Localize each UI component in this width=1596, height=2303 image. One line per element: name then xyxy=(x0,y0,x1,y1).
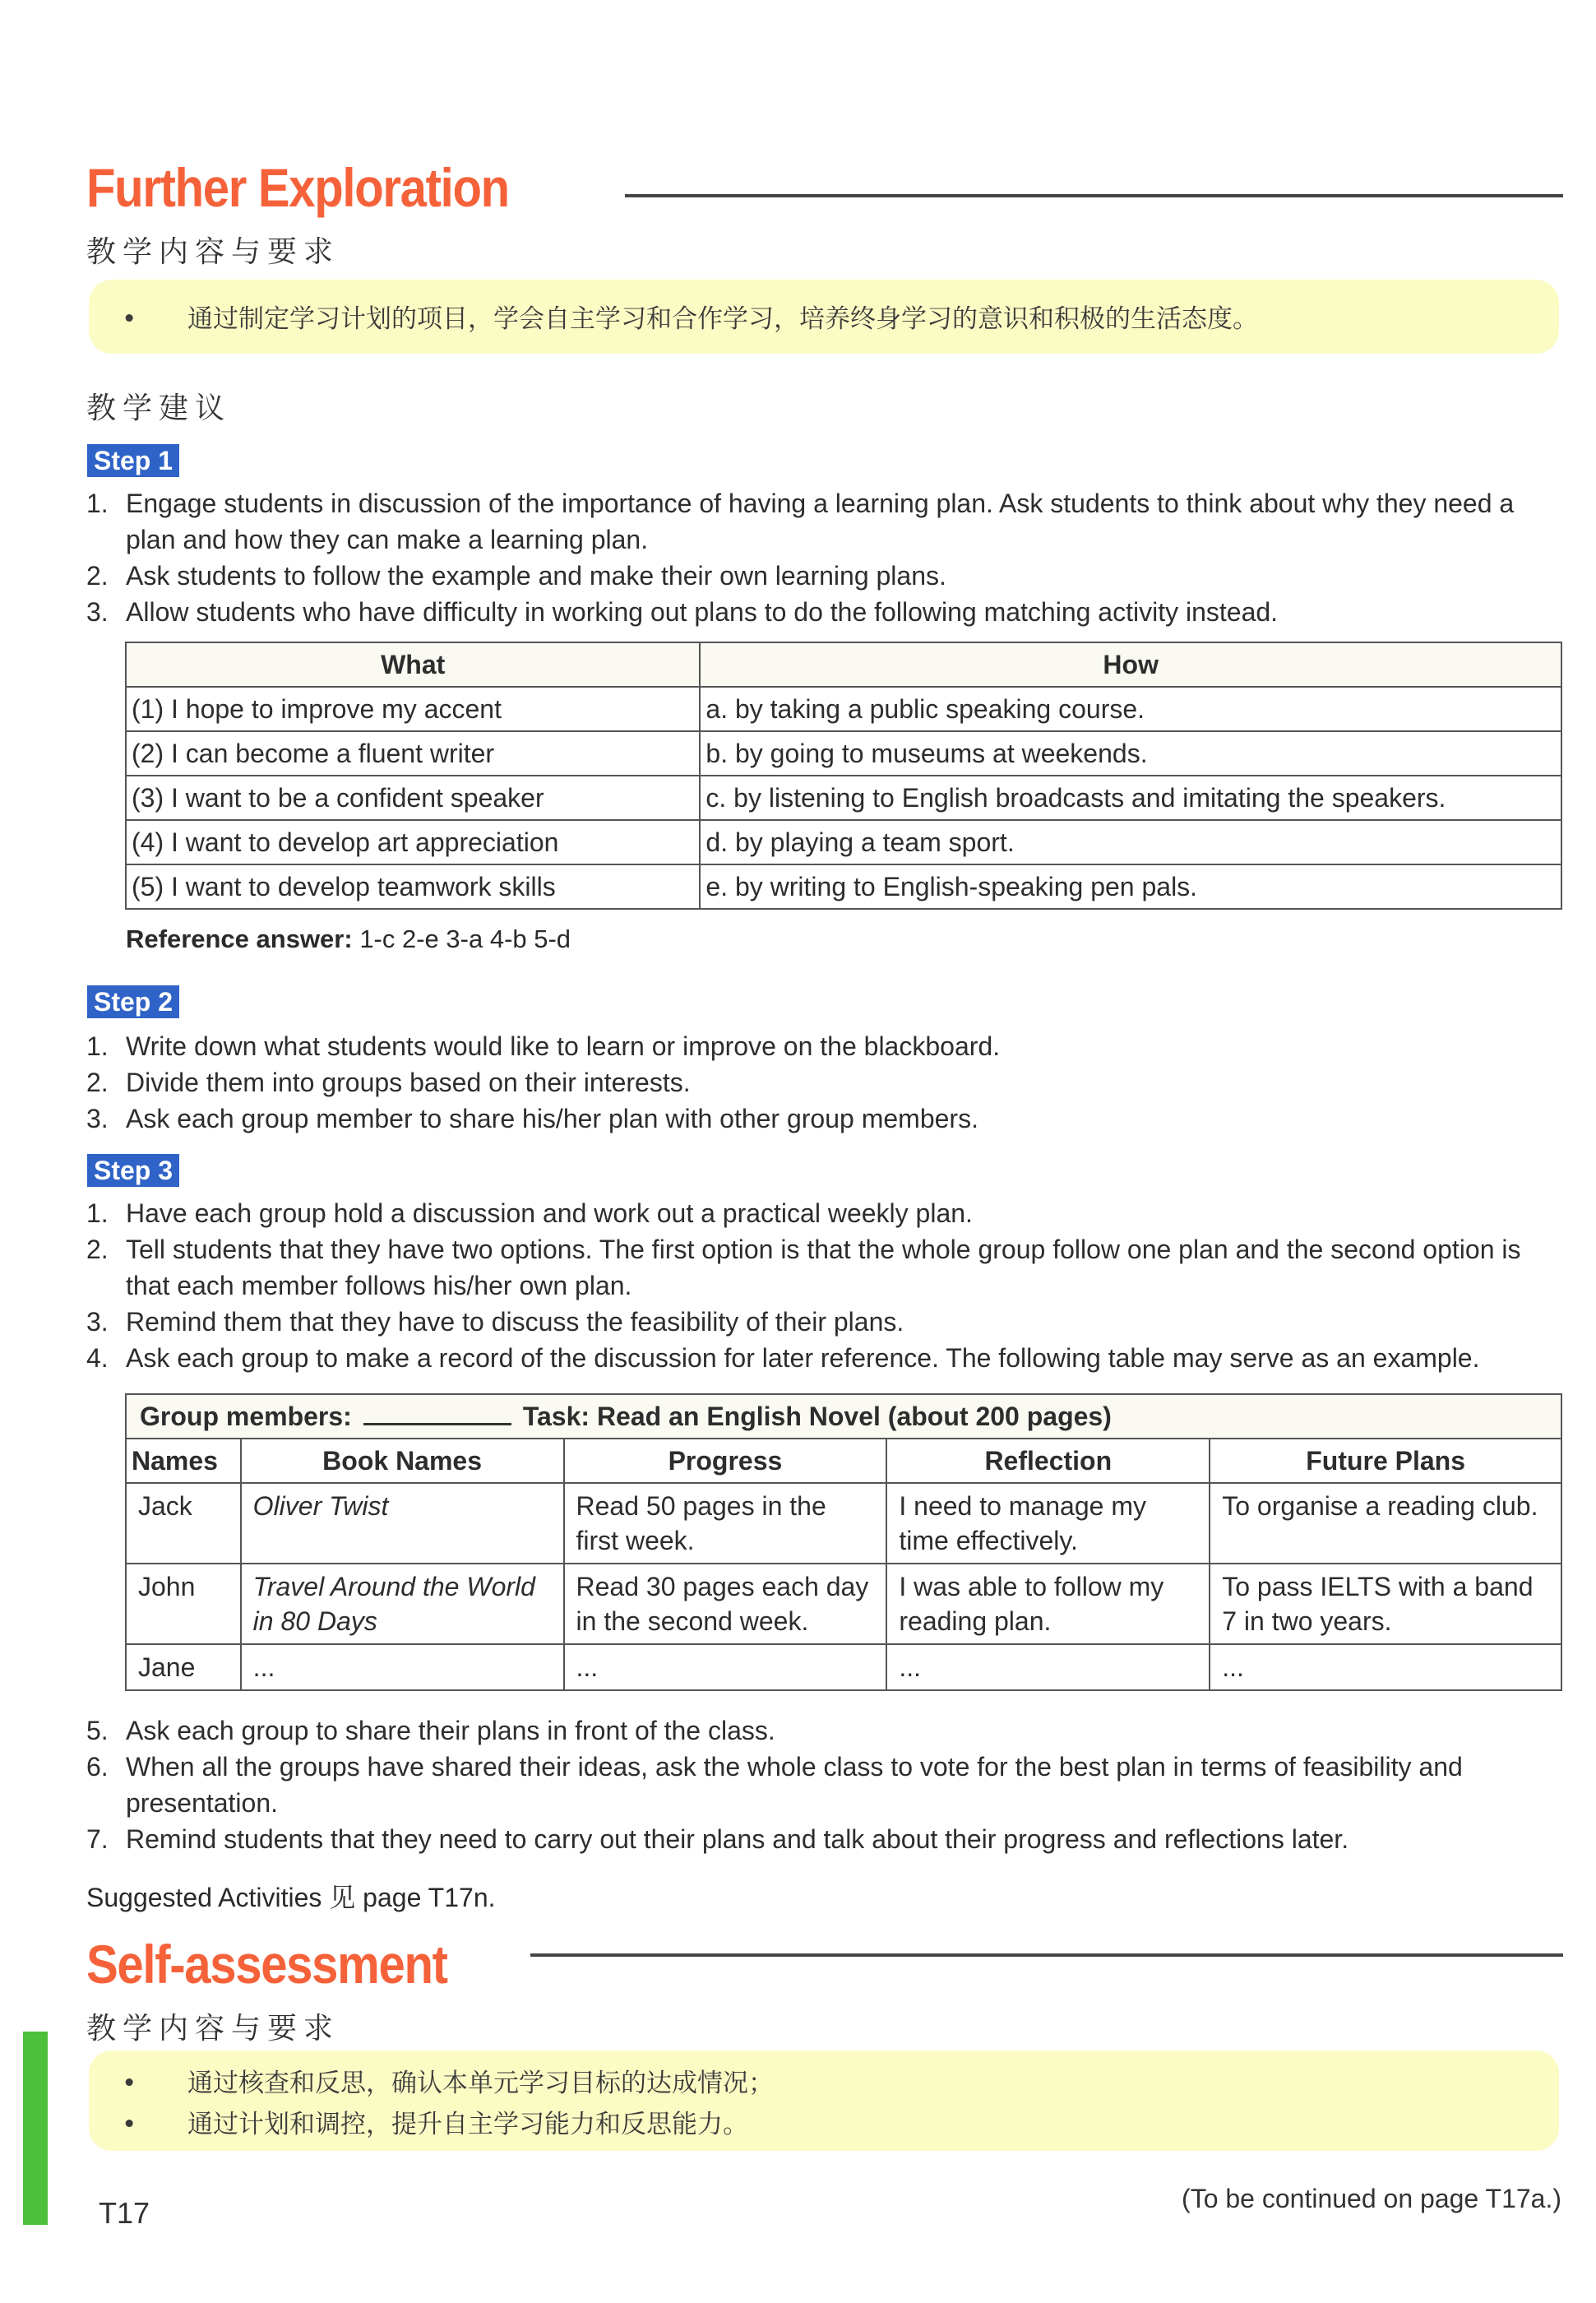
content-requirements-box xyxy=(89,280,1559,354)
list-item: 3. Ask each group member to share his/her plan with other group members. xyxy=(86,1104,978,1133)
table-row: (2) I can become a fluent writer b. by going to museums at weekends. xyxy=(126,731,1561,776)
list-item: 2. Ask students to follow the example and make their own learning plans. xyxy=(86,561,946,591)
record-table-caption: Group members: Task: Read an English Novel (about 200 pages) xyxy=(126,1394,1561,1439)
content-heading: 教学内容与要求 xyxy=(86,2012,340,2046)
bullet-icon: • xyxy=(122,304,137,334)
step-3-list xyxy=(86,1195,1566,1376)
list-item: 4. Ask each group to make a record of the discussion for later reference. The following table may serve as an example. xyxy=(86,1343,1480,1373)
record-table xyxy=(125,1393,1562,1691)
table-row: (4) I want to develop art appreciation d. by playing a team sport. xyxy=(126,820,1561,864)
list-item: 1. Have each group hold a discussion and work out a practical weekly plan. xyxy=(86,1198,973,1228)
table-row: John Travel Around the World in 80 Days Read 30 pages each day in the second week. I was able to follow my reading plan. To pass IELTS with a band 7 in two years. xyxy=(126,1564,1561,1644)
table-header: Reflection xyxy=(886,1439,1210,1483)
bullet-icon: • xyxy=(122,2110,137,2139)
step-2-badge: Step 2 xyxy=(87,985,179,1018)
suggested-activities-link[interactable]: Suggested Activities 见 page T17n. xyxy=(86,1883,496,1912)
list-item: 1. Engage students in discussion of the importance of having a learning plan. Ask students to think about why they need a plan and how they can make a learning plan. xyxy=(86,489,1515,554)
table-header: Progress xyxy=(564,1439,887,1483)
title-rule xyxy=(625,194,1563,197)
table-row: (5) I want to develop teamwork skills e. by writing to English-speaking pen pals. xyxy=(126,864,1561,909)
table-header: What xyxy=(126,642,700,687)
table-row: (3) I want to be a confident speaker c. by listening to English broadcasts and imitating the speakers. xyxy=(126,776,1561,820)
list-item: 3. Remind them that they have to discuss the feasibility of their plans. xyxy=(86,1307,904,1337)
table-row: (1) I hope to improve my accent a. by taking a public speaking course. xyxy=(126,687,1561,731)
content-item: • 通过制定学习计划的项目，学会自主学习和合作学习，培养终身学习的意识和积极的生活态度。 xyxy=(122,304,1258,334)
list-item: 5. Ask each group to share their plans in front of the class. xyxy=(86,1716,775,1745)
matching-table xyxy=(125,642,1562,910)
table-row: Jane ... ... ... ... xyxy=(126,1644,1561,1690)
content-item: • 通过核查和反思，确认本单元学习目标的达成情况； xyxy=(122,2069,774,2098)
reference-answer: Reference answer: 1-c 2-e 3-a 4-b 5-d xyxy=(126,924,571,953)
step-1-list xyxy=(86,485,1566,630)
content-requirements-box xyxy=(89,2050,1559,2151)
table-header: How xyxy=(700,642,1561,687)
table-header: Future Plans xyxy=(1210,1439,1561,1483)
list-item: 3. Allow students who have difficulty in working out plans to do the following matching activity instead. xyxy=(86,597,1279,627)
table-header: Book Names xyxy=(241,1439,564,1483)
list-item: 2. Tell students that they have two options. The first option is that the whole group follow one plan and the second option is that each member follows his/her own plan. xyxy=(86,1235,1521,1300)
table-header: Names xyxy=(126,1439,241,1483)
list-item: 1. Write down what students would like to learn or improve on the blackboard. xyxy=(86,1031,1001,1061)
continued-note: (To be continued on page T17a.) xyxy=(1182,2184,1561,2213)
content-item: • 通过计划和调控，提升自主学习能力和反思能力。 xyxy=(122,2110,748,2139)
title-rule xyxy=(530,1953,1563,1957)
content-heading: 教学内容与要求 xyxy=(86,235,340,269)
page-number: T17 xyxy=(99,2196,150,2230)
list-item: 7. Remind students that they need to carry out their plans and talk about their progress and reflections later. xyxy=(86,1824,1349,1854)
list-item: 2. Divide them into groups based on their interests. xyxy=(86,1068,691,1097)
table-row: Jack Oliver Twist Read 50 pages in the first week. I need to manage my time effectively. To organise a reading club. xyxy=(126,1483,1561,1564)
group-members-blank xyxy=(363,1398,511,1425)
section-title-self-assessment: Self-assessment xyxy=(86,1934,447,1995)
step-3-badge: Step 3 xyxy=(87,1154,179,1187)
suggestions-heading: 教学建议 xyxy=(86,392,232,425)
list-item: 6. When all the groups have shared their ideas, ask the whole class to vote for the best plan in terms of feasibility and presentation. xyxy=(86,1752,1463,1818)
bullet-icon: • xyxy=(122,2069,137,2098)
step-1-badge: Step 1 xyxy=(87,444,179,477)
section-title-further-exploration: Further Exploration xyxy=(86,157,509,218)
step-2-list xyxy=(86,1028,1566,1137)
step-3-list-continued xyxy=(86,1712,1566,1857)
side-accent-bar xyxy=(23,2032,48,2225)
